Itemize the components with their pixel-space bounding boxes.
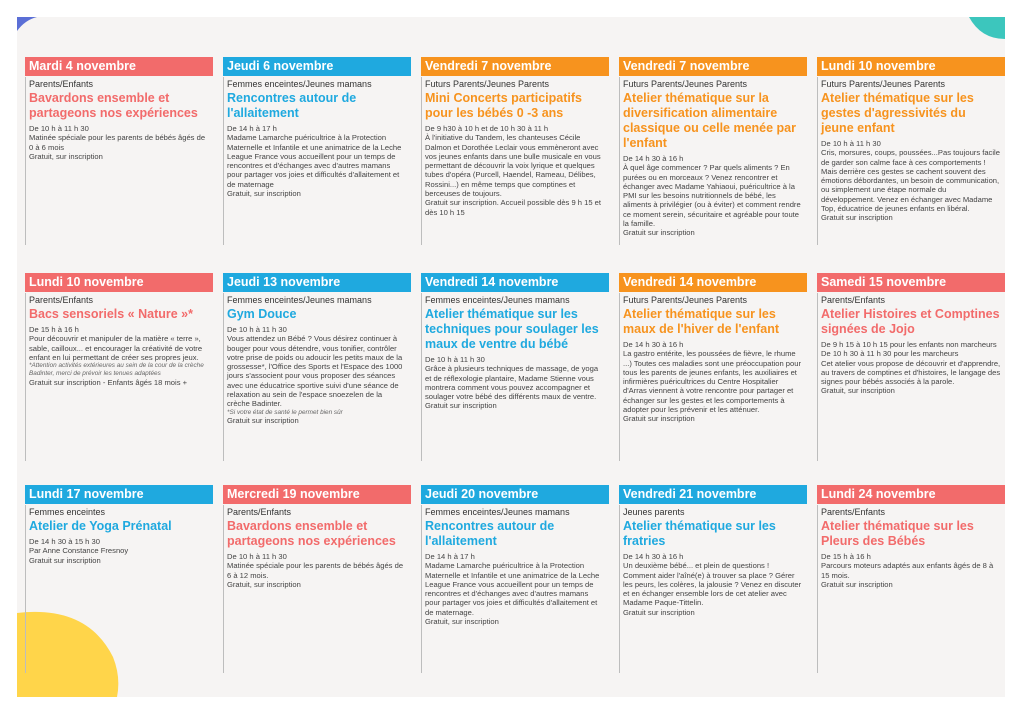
event-registration: Gratuit, sur inscription bbox=[821, 386, 895, 396]
event-registration: Gratuit sur inscription bbox=[29, 555, 101, 565]
event-title: Bacs sensoriels « Nature »* bbox=[29, 307, 193, 321]
event-registration: Gratuit, sur inscription bbox=[227, 579, 301, 589]
event-date: Vendredi 14 novembre bbox=[619, 273, 807, 292]
event-description: La gastro entérite, les poussées de fièvre, le rhume ...) Toutes ces maladies sont une préoccupation pour tous les parents de jeunes enfants, les auxiliaires et infirmières puéricultrices du Centre Hospitalier d'Arras viennent à votre rencontre pour partager et échanger sur les gestes et les comportements à adopter pour les prévenir et les atténuer. bbox=[623, 349, 801, 415]
event-title: Atelier thématique sur les techniques pour soulager les maux de ventre du bébé bbox=[425, 307, 599, 351]
event-card bbox=[223, 273, 411, 478]
event-registration: Gratuit sur inscription bbox=[425, 401, 497, 411]
card-divider bbox=[817, 77, 818, 245]
event-description: Madame Lamarche puéricultrice à la Protection Maternelle et Infantile et une animatrice de la Leche League France vous accueillent pour un temps de rencontres et d'échanges avec d'autres mamans pour partager vos joies et difficultés d'allaitement et de maternage bbox=[227, 133, 402, 189]
event-card bbox=[817, 485, 1005, 675]
event-date: Lundi 24 novembre bbox=[817, 485, 1005, 504]
event-card bbox=[223, 57, 411, 262]
event-audience: Femmes enceintes/Jeunes mamans bbox=[425, 295, 570, 305]
event-date: Samedi 15 novembre bbox=[817, 273, 1005, 292]
event-card bbox=[619, 485, 807, 675]
event-schedule: De 14 h 30 à 16 h bbox=[623, 340, 684, 349]
card-divider bbox=[817, 505, 818, 673]
event-card bbox=[421, 57, 609, 262]
event-description: Parcours moteurs adaptés aux enfants âgés de 8 à 15 mois. bbox=[821, 561, 994, 580]
card-divider bbox=[223, 293, 224, 461]
event-title: Rencontres autour de l'allaitement bbox=[425, 519, 555, 548]
event-description: Vous attendez un Bébé ? Vous désirez continuer à bouger pour vous détendre, vous tonifier, contrôler votre prise de poids ou adoucir les petits maux de la grossesse*, l'Office des Sports et l'Espace des 1000 jours s'associent pour vous proposer des séances avec une éducatrice sportive suivi d'une séance de relaxation au sein de l'espace snoezelen de la crèche Badinter. bbox=[227, 334, 403, 409]
event-card bbox=[25, 57, 213, 262]
event-description: Grâce à plusieurs techniques de massage, de yoga et de réflexologie plantaire, Madame Stienne vous montrera comment vous pouvez accompagner et soulager votre bébé des différents maux de ventre. bbox=[425, 364, 599, 402]
event-card bbox=[817, 57, 1005, 262]
event-schedule: De 10 h à 11 h 30 bbox=[425, 355, 485, 364]
card-divider bbox=[25, 505, 26, 673]
event-audience: Femmes enceintes/Jeunes mamans bbox=[227, 79, 372, 89]
event-schedule: De 14 h à 17 h bbox=[227, 124, 277, 133]
event-note: *Attention activités extérieures au sein de la cour de la crèche Badinter, merci de prévoir les tenues adaptées bbox=[29, 362, 204, 377]
event-title: Bavardons ensemble et partageons nos expériences bbox=[227, 519, 396, 548]
event-schedule: De 15 h à 16 h bbox=[821, 552, 871, 561]
event-audience: Parents/Enfants bbox=[29, 295, 94, 305]
event-schedule: De 14 h 30 à 16 h bbox=[623, 552, 684, 561]
event-date: Jeudi 6 novembre bbox=[223, 57, 411, 76]
event-registration: Gratuit, sur inscription bbox=[29, 151, 103, 161]
event-date: Lundi 17 novembre bbox=[25, 485, 213, 504]
event-description: Cris, morsures, coups, poussées...Pas toujours facile de garder son calme face à ces comportements ! Mais derrière ces gestes se cachent souvent des émotions débordantes, un besoin de communication, ou simplement une étape normale du développement. Venez en échanger avec Madame Top, éducatrice de jeunes enfants en libéral. bbox=[821, 148, 1000, 214]
event-date: Vendredi 7 novembre bbox=[421, 57, 609, 76]
event-schedule: De 9 h 15 à 10 h 15 pour les enfants non marcheurs De 10 h 30 à 11 h 30 pour les marcheurs bbox=[821, 340, 997, 359]
event-registration: Gratuit sur inscription. Accueil possible dès 9 h 15 et dès 10 h 15 bbox=[425, 198, 602, 217]
event-registration: Gratuit, sur inscription bbox=[425, 617, 499, 627]
event-date: Lundi 10 novembre bbox=[817, 57, 1005, 76]
event-schedule: De 9 h30 à 10 h et de 10 h 30 à 11 h bbox=[425, 124, 549, 133]
event-schedule: De 14 h 30 à 15 h 30 bbox=[29, 537, 100, 546]
event-card bbox=[421, 273, 609, 478]
event-date: Jeudi 20 novembre bbox=[421, 485, 609, 504]
event-date: Lundi 10 novembre bbox=[25, 273, 213, 292]
event-card bbox=[619, 57, 807, 262]
event-date: Vendredi 21 novembre bbox=[619, 485, 807, 504]
event-registration: Gratuit sur inscription bbox=[821, 579, 893, 589]
event-schedule: De 10 h à 11 h 30 bbox=[29, 124, 89, 133]
corner-shape-top-right bbox=[969, 17, 1005, 39]
event-card bbox=[817, 273, 1005, 478]
event-schedule: De 10 h à 11 h 30 bbox=[821, 139, 881, 148]
event-title: Mini Concerts participatifs pour les bébés 0 -3 ans bbox=[425, 91, 582, 120]
event-card bbox=[619, 273, 807, 478]
event-registration: Gratuit sur inscription bbox=[623, 607, 695, 617]
event-audience: Parents/Enfants bbox=[29, 79, 94, 89]
event-date: Vendredi 14 novembre bbox=[421, 273, 609, 292]
event-title: Atelier Histoires et Comptines signées de Jojo bbox=[821, 307, 1000, 336]
card-divider bbox=[421, 505, 422, 673]
event-audience: Femmes enceintes/Jeunes mamans bbox=[227, 295, 372, 305]
event-note: *Si votre état de santé le permet bien sûr bbox=[227, 408, 343, 416]
event-registration: Gratuit sur inscription bbox=[623, 414, 695, 424]
event-card bbox=[223, 485, 411, 675]
event-audience: Jeunes parents bbox=[623, 507, 685, 517]
event-audience: Futurs Parents/Jeunes Parents bbox=[623, 295, 748, 305]
card-divider bbox=[421, 77, 422, 245]
event-title: Atelier thématique sur la diversification alimentaire classique ou celle menée par l'enfant bbox=[623, 91, 796, 150]
event-schedule: De 10 h à 11 h 30 bbox=[227, 325, 287, 334]
event-description: Pour découvrir et manipuler de la matière « terre », sable, cailloux... et encourager la créativité de votre enfant en lui permettant de créer ses propres jeux. bbox=[29, 334, 203, 362]
event-title: Gym Douce bbox=[227, 307, 297, 321]
event-title: Atelier thématique sur les fratries bbox=[623, 519, 776, 548]
event-audience: Femmes enceintes bbox=[29, 507, 106, 517]
event-date: Mercredi 19 novembre bbox=[223, 485, 411, 504]
event-registration: Gratuit sur inscription bbox=[623, 228, 695, 238]
event-schedule: De 15 h à 16 h bbox=[29, 325, 79, 334]
event-card bbox=[25, 273, 213, 478]
corner-shape-top-left bbox=[17, 17, 37, 31]
card-divider bbox=[619, 293, 620, 461]
event-card bbox=[421, 485, 609, 675]
event-title: Atelier thématique sur les maux de l'hiver de l'enfant bbox=[623, 307, 779, 336]
event-date: Jeudi 13 novembre bbox=[223, 273, 411, 292]
event-description: Cet atelier vous propose de découvrir et d'apprendre, au travers de comptines et d'histoires, le langage des signes pour bébés associés à la parole. bbox=[821, 358, 1001, 387]
event-registration: Gratuit sur inscription bbox=[227, 416, 299, 426]
event-description: À quel âge commencer ? Par quels aliments ? En purées ou en morceaux ? Venez rencontrer et échanger avec Madame Yahiaoui, puéricultrice à la PMI sur les besoins nutritionnels de bébé, les aliments à privilégier (ou à éviter) et comment rendre ce moment serein, sécuritaire et agréable pour toute la famille. bbox=[623, 163, 801, 229]
event-audience: Futurs Parents/Jeunes Parents bbox=[821, 79, 946, 89]
event-description: Matinée spéciale pour les parents de bébés âgés de 0 à 6 mois bbox=[29, 133, 206, 152]
event-schedule: De 14 h 30 à 16 h bbox=[623, 154, 684, 163]
page bbox=[17, 17, 1005, 697]
event-description: Un deuxième bébé... et plein de questions ! Comment aider l'aîné(e) à trouver sa place ? Gérer les peurs, les colères, la jalousie ? Venez en discuter et en échanger ensemble lors de cet atelier avec Madame Paque-Tittelin. bbox=[623, 561, 802, 608]
event-audience: Femmes enceintes/Jeunes mamans bbox=[425, 507, 570, 517]
event-date: Vendredi 7 novembre bbox=[619, 57, 807, 76]
event-card bbox=[25, 485, 213, 675]
event-title: Atelier thématique sur les Pleurs des Bébés bbox=[821, 519, 974, 548]
event-audience: Futurs Parents/Jeunes Parents bbox=[425, 79, 550, 89]
card-divider bbox=[817, 293, 818, 461]
event-registration: Gratuit sur inscription bbox=[821, 213, 893, 223]
event-description: Matinée spéciale pour les parents de bébés âgés de 6 à 12 mois. bbox=[227, 561, 404, 580]
card-divider bbox=[619, 77, 620, 245]
event-audience: Parents/Enfants bbox=[227, 507, 292, 517]
card-divider bbox=[619, 505, 620, 673]
event-registration: Gratuit sur inscription - Enfants âgés 18 mois + bbox=[29, 377, 188, 387]
event-title: Bavardons ensemble et partageons nos expériences bbox=[29, 91, 198, 120]
event-description: À l'initiative du Tandem, les chanteuses Cécile Dalmon et Dorothée Leclair vous emmèneront avec vos jeunes enfants dans une bulle musicale en vous permettant de découvrir la voix lyrique et quelques tubes d'opéra (Purcell, Haendel, Rameau, Délibes, Rossini...) en même temps que comptines et berceuses de toujours. bbox=[425, 133, 601, 199]
event-schedule: De 14 h à 17 h bbox=[425, 552, 475, 561]
event-description: Par Anne Constance Fresnoy bbox=[29, 546, 129, 556]
card-divider bbox=[25, 293, 26, 461]
card-divider bbox=[421, 293, 422, 461]
event-audience: Parents/Enfants bbox=[821, 507, 886, 517]
event-schedule: De 10 h à 11 h 30 bbox=[227, 552, 287, 561]
event-audience: Parents/Enfants bbox=[821, 295, 886, 305]
card-divider bbox=[223, 77, 224, 245]
event-date: Mardi 4 novembre bbox=[25, 57, 213, 76]
event-audience: Futurs Parents/Jeunes Parents bbox=[623, 79, 748, 89]
event-title: Rencontres autour de l'allaitement bbox=[227, 91, 357, 120]
event-registration: Gratuit, sur inscription bbox=[227, 189, 301, 199]
event-description: Madame Lamarche puéricultrice à la Protection Maternelle et Infantile et une animatrice de la Leche League France vous accueillent pour un temps de rencontres et d'échanges avec d'autres mamans pour partager vos joies et difficultés d'allaitement et de maternage. bbox=[425, 561, 600, 617]
card-divider bbox=[25, 77, 26, 245]
card-divider bbox=[223, 505, 224, 673]
event-title: Atelier thématique sur les gestes d'agressivités du jeune enfant bbox=[821, 91, 974, 135]
event-title: Atelier de Yoga Prénatal bbox=[29, 519, 172, 533]
